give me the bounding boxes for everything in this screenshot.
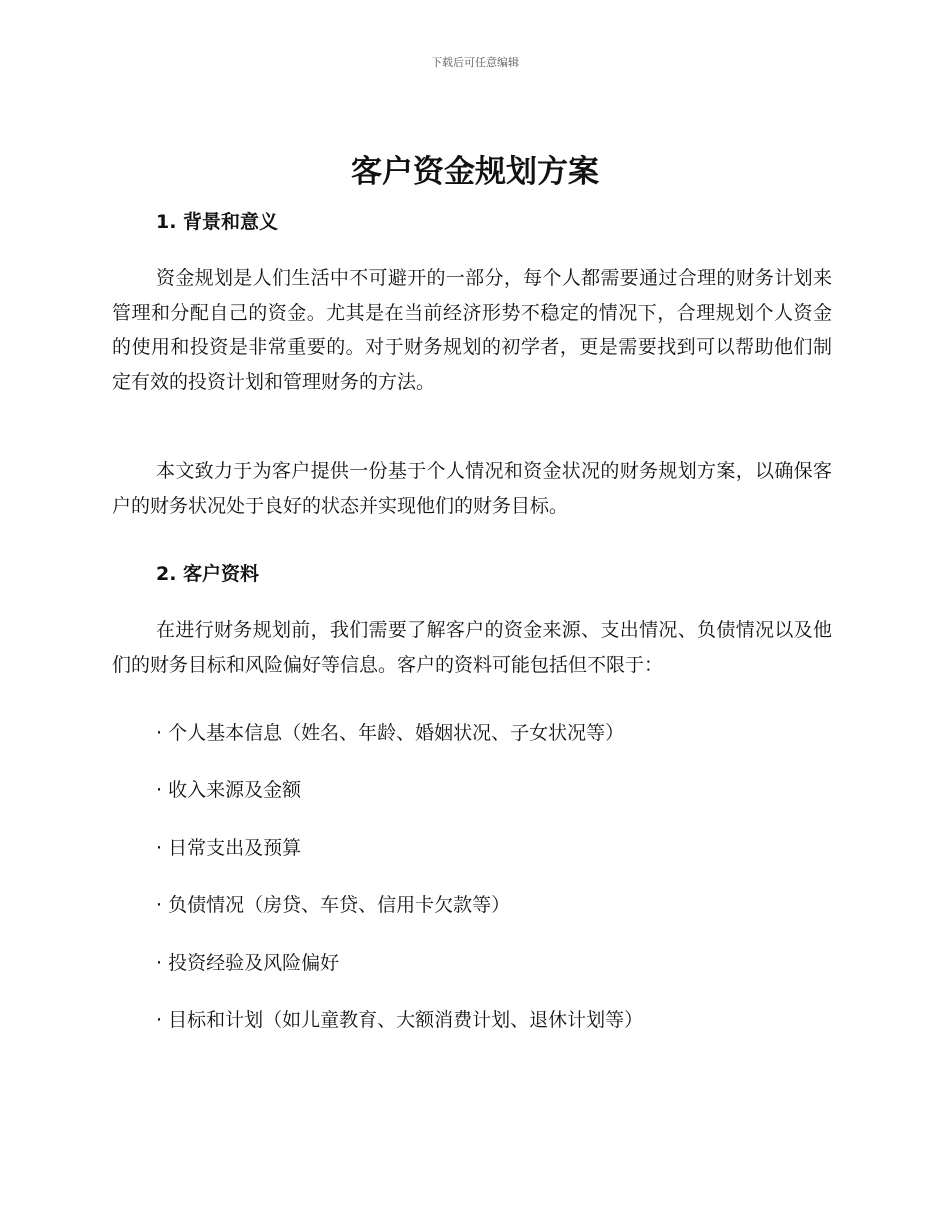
list-item-expenses: · 日常支出及预算: [156, 837, 302, 859]
list-item-liabilities: · 负债情况（房贷、车贷、信用卡欠款等）: [156, 894, 511, 916]
section-heading-background: 1. 背景和意义: [156, 211, 279, 233]
paragraph-client-info: 在进行财务规划前，我们需要了解客户的资金来源、支出情况、负债情况以及他们的财务目标和风险偏好等信息。客户的资料可能包括但不限于：: [112, 619, 832, 676]
section-heading-client-info: 2. 客户资料: [156, 563, 260, 585]
list-item-goals: · 目标和计划（如儿童教育、大额消费计划、退休计划等）: [156, 1009, 644, 1031]
paragraph-background-1: 资金规划是人们生活中不可避开的一部分，每个人都需要通过合理的财务计划来管理和分配自己的资金。尤其是在当前经济形势不稳定的情况下，合理规划个人资金的使用和投资是非常重要的。对于财务规划的初学者，更是需要找到可以帮助他们制定有效的投资计划和管理财务的方法。: [112, 267, 832, 393]
list-item-income: · 收入来源及金额: [156, 779, 302, 801]
list-item-basic-info: · 个人基本信息（姓名、年龄、婚姻状况、子女状况等）: [156, 722, 625, 744]
header-note: 下载后可任意编辑: [431, 56, 519, 69]
document-title: 客户资金规划方案: [351, 154, 599, 190]
list-item-risk-preference: · 投资经验及风险偏好: [156, 952, 340, 974]
paragraph-background-2: 本文致力于为客户提供一份基于个人情况和资金状况的财务规划方案，以确保客户的财务状况处于良好的状态并实现他们的财务目标。: [112, 460, 832, 517]
